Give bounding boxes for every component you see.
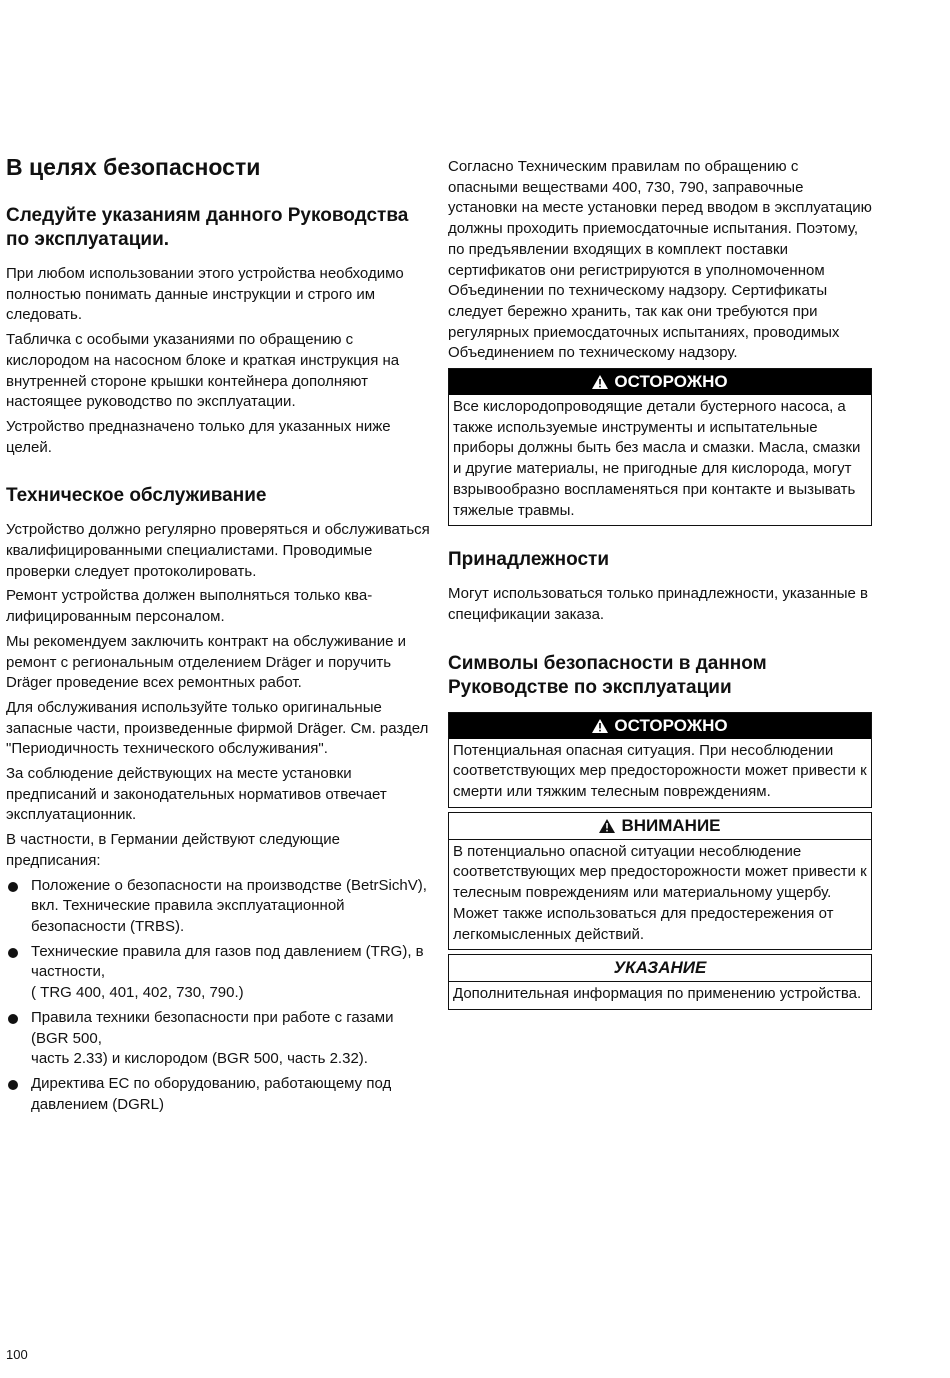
warning-body: Потенциальная опасная ситуация. При несоблюдении соответствующих мер предосторожности может привести к смерти или тяжким телесным повреждениям.: [453, 741, 867, 801]
left-column: [6, 152, 430, 1119]
page-number: 100: [6, 1347, 28, 1362]
section-heading-safety-symbols: Символы безопасности в данном Руководстве по эксплуатации: [448, 652, 767, 698]
list-item: [6, 942, 430, 1004]
section-heading-maintenance: Техническое обслуживание: [6, 485, 267, 507]
caution-title: ВНИМАНИЕ: [621, 815, 721, 835]
list-item: [6, 876, 430, 938]
warning-title: ОСТОРОЖНО: [614, 715, 728, 735]
page-title: В целях безопасности: [6, 154, 261, 180]
caution-box: [448, 812, 872, 951]
warning-header: [449, 713, 871, 739]
warning-title: ОСТОРОЖНО: [614, 372, 728, 392]
paragraph: Табличка с особыми указаниями по обращению с кислородом на насосном блоке и краткая инструкция на внутренней стороне крышки контейнера дополняют настоящее руководство по эксплуатации.: [6, 331, 400, 411]
warning-box: [448, 368, 872, 526]
caution-text: Может также использоваться для предостережения от легкомысленных действий.: [453, 904, 834, 943]
bullet-dot-icon: [8, 1014, 18, 1024]
bullet-dot-icon: [8, 1080, 18, 1090]
caution-header: [449, 813, 871, 840]
list-item: [6, 1008, 430, 1070]
paragraph: Для обслуживания используйте только оригинальные запасные части, произведенные фирмой Dräger. См. раздел "Периодичность технического обслуживания".: [6, 698, 429, 758]
warning-body: Все кислородопроводящие детали бустерного насоса, а также используемые инструменты и испытательные приборы должны быть без масла и смазки. Масла, смазки и другие материалы, не пригодные для кислорода, могут взрывообразно воспламеняться при контакте и вызывать тяжелые травмы.: [453, 398, 861, 519]
warning-triangle-icon: [592, 375, 608, 389]
paragraph: Мы рекомендуем заключить контракт на обслуживание и ремонт с региональным отделением Dräger и поручить Dräger проведение всех ремонтных работ.: [6, 632, 406, 692]
section-heading-accessories: Принадлежности: [448, 549, 610, 571]
note-box: [448, 954, 872, 1010]
list-item-text: Директива ЕС по оборудованию, работающему под давлением (DGRL): [31, 1074, 392, 1113]
bullet-dot-icon: [8, 948, 18, 958]
list-item-text: Технические правила для газов под давлением (TRG), в частности, ( TRG 400, 401, 402, 730, 790.): [31, 942, 424, 1002]
note-header: [449, 955, 871, 982]
paragraph: Ремонт устройства должен выполняться только квалифицированным персоналом.: [6, 587, 373, 626]
paragraph: Устройство предназначено только для указанных ниже целей.: [6, 417, 391, 456]
note-title: УКАЗАНИЕ: [613, 958, 707, 978]
section-heading-instructions: Следуйте указаниям данного Руководства по эксплуатации.: [6, 205, 409, 250]
note-body: Дополнительная информация по применению устройства.: [453, 985, 862, 1003]
warning-header: [449, 369, 871, 395]
paragraph: За соблюдение действующих на месте установки предписаний и законодательных нормативов отвечает эксплуатационник.: [6, 765, 387, 824]
list-item: [6, 1074, 430, 1115]
caution-text: В потенциально опасной ситуации несоблюдение соответствующих мер предосторожности может привести к телесным повреждениям или материальному ущербу.: [453, 842, 867, 902]
paragraph: Согласно Техническим правилам по обращению с опасными веществами 400, 730, 790, заправочные установки на месте установки перед вводом в эксплуатацию должны проходить приемосдаточные испытания. Поэтому, по предъявлении входящих в комплект поставки сертификатов они регистрируются в уполномоченном Объединении по техническому надзору. Сертификаты следует бережно хранить, так как они требуются при регулярных приемосдаточных испытаниях, проводимых Объединением по техническому надзору.: [448, 158, 872, 362]
warning-triangle-icon: [592, 719, 608, 733]
bullet-dot-icon: [8, 882, 18, 892]
paragraph: Могут использоваться только принадлежности, указанные в спецификации заказа.: [448, 585, 868, 623]
warning-box: [448, 712, 872, 808]
regulations-list: [6, 876, 430, 1116]
caution-body: [449, 840, 871, 950]
paragraph: Устройство должно регулярно проверяться и обслуживаться квалифицированными специалистами. Проводимые проверки следует протоколировать.: [6, 521, 430, 580]
warning-triangle-icon: [599, 819, 615, 833]
paragraph: В частности, в Германии действуют следующие предписания:: [6, 831, 340, 869]
right-column: [448, 157, 872, 1014]
list-item-text: Правила техники безопасности при работе с газами (BGR 500, часть 2.33) и кислородом (BGR 500, часть 2.32).: [31, 1008, 394, 1068]
list-item-text: Положение о безопасности на производстве (BetrSichV), вкл. Технические правила эксплуатационной безопасности (TRBS).: [31, 876, 427, 935]
paragraph: При любом использовании этого устройства необходимо полностью понимать данные инструкции и строго им следовать.: [6, 265, 404, 324]
